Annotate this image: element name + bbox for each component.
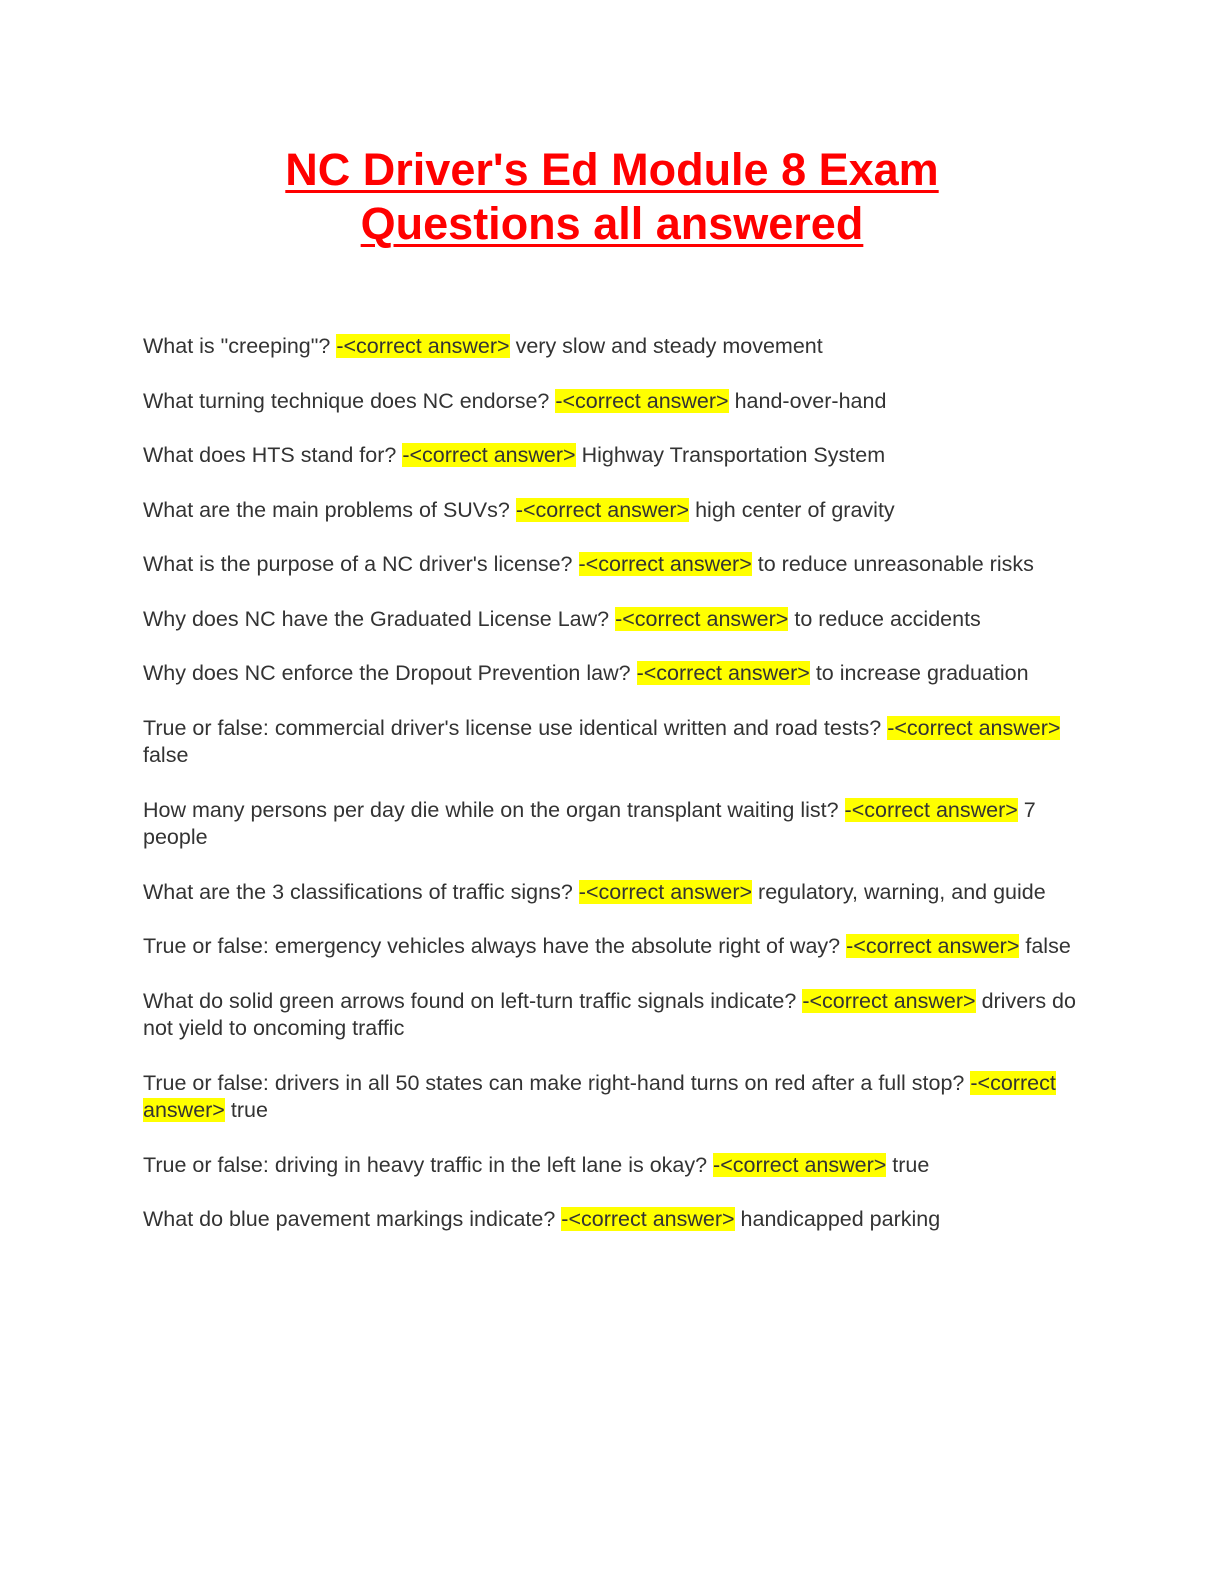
qa-item <box>143 388 1078 416</box>
answer-text: drivers do not yield to oncoming traffic <box>143 988 1076 1040</box>
question-text: What do blue pavement markings indicate? <box>143 1207 556 1231</box>
question-text: True or false: driving in heavy traffic in the left lane is okay? <box>143 1152 708 1177</box>
question-text: What does HTS stand for? <box>143 443 397 467</box>
answer-text: true <box>892 1152 930 1177</box>
question-text: Why does NC enforce the Dropout Prevention law? <box>143 661 631 685</box>
qa-item <box>143 660 1078 688</box>
title-line-1: NC Driver's Ed Module 8 Exam <box>285 144 939 195</box>
qa-item <box>143 442 1078 470</box>
qa-item <box>143 333 1078 361</box>
answer-marker: -<correct answer> <box>887 715 1061 740</box>
qa-item <box>143 988 1078 1043</box>
answer-text: to reduce unreasonable risks <box>757 552 1034 576</box>
answer-marker: -<correct answer> <box>615 606 789 631</box>
question-text: What are the 3 classifications of traffic signs? <box>143 879 573 904</box>
answer-marker: -<correct answer> <box>143 1070 1056 1122</box>
answer-marker: -<correct answer> <box>844 797 1018 822</box>
question-text: True or false: emergency vehicles always have the absolute right of way? <box>143 934 841 958</box>
question-text: What do solid green arrows found on left-turn traffic signals indicate? <box>143 988 797 1013</box>
answer-text: false <box>1025 934 1071 958</box>
answer-text: high center of gravity <box>695 497 895 522</box>
qa-item <box>143 1152 1078 1180</box>
answer-text: hand-over-hand <box>734 388 887 413</box>
answer-text: to increase graduation <box>815 661 1029 685</box>
qa-list <box>143 333 1078 1261</box>
answer-marker: -<correct answer> <box>336 334 510 358</box>
answer-marker: -<correct answer> <box>515 497 690 522</box>
qa-item <box>143 797 1078 852</box>
qa-item <box>143 606 1078 634</box>
qa-item <box>143 715 1078 770</box>
answer-text: to reduce accidents <box>794 606 981 631</box>
qa-item <box>143 933 1078 961</box>
answer-marker: -<correct answer> <box>578 552 752 576</box>
answer-text: handicapped parking <box>740 1207 941 1231</box>
question-text: What are the main problems of SUVs? <box>143 497 510 522</box>
title-line-2: Questions all answered <box>360 198 864 249</box>
question-text: True or false: drivers in all 50 states can make right-hand turns on red after a full stop? <box>143 1070 965 1095</box>
answer-text: false <box>143 743 189 767</box>
qa-item <box>143 551 1078 579</box>
answer-marker: -<correct answer> <box>846 934 1020 958</box>
answer-text: regulatory, warning, and guide <box>758 879 1046 904</box>
answer-marker: -<correct answer> <box>802 988 976 1013</box>
question-text: True or false: commercial driver's license use identical written and road tests? <box>143 715 882 740</box>
answer-text: very slow and steady movement <box>515 334 823 358</box>
answer-text: true <box>230 1098 268 1122</box>
question-text: What turning technique does NC endorse? <box>143 388 550 413</box>
question-text: What is the purpose of a NC driver's license? <box>143 552 573 576</box>
answer-marker: -<correct answer> <box>402 443 576 467</box>
answer-marker: -<correct answer> <box>561 1207 735 1231</box>
qa-item <box>143 1206 1078 1234</box>
answer-text: 7 people <box>143 797 1036 849</box>
qa-item <box>143 879 1078 907</box>
question-text: Why does NC have the Graduated License Law? <box>143 606 610 631</box>
answer-marker: -<correct answer> <box>636 661 810 685</box>
question-text: How many persons per day die while on the organ transplant waiting list? <box>143 797 839 822</box>
qa-item <box>143 1070 1078 1125</box>
question-text: What is "creeping"? <box>143 334 331 358</box>
answer-text: Highway Transportation System <box>581 443 886 467</box>
qa-item <box>143 497 1078 525</box>
answer-marker: -<correct answer> <box>555 388 729 413</box>
answer-marker: -<correct answer> <box>713 1152 887 1177</box>
answer-marker: -<correct answer> <box>578 879 753 904</box>
document-title <box>0 143 1224 251</box>
